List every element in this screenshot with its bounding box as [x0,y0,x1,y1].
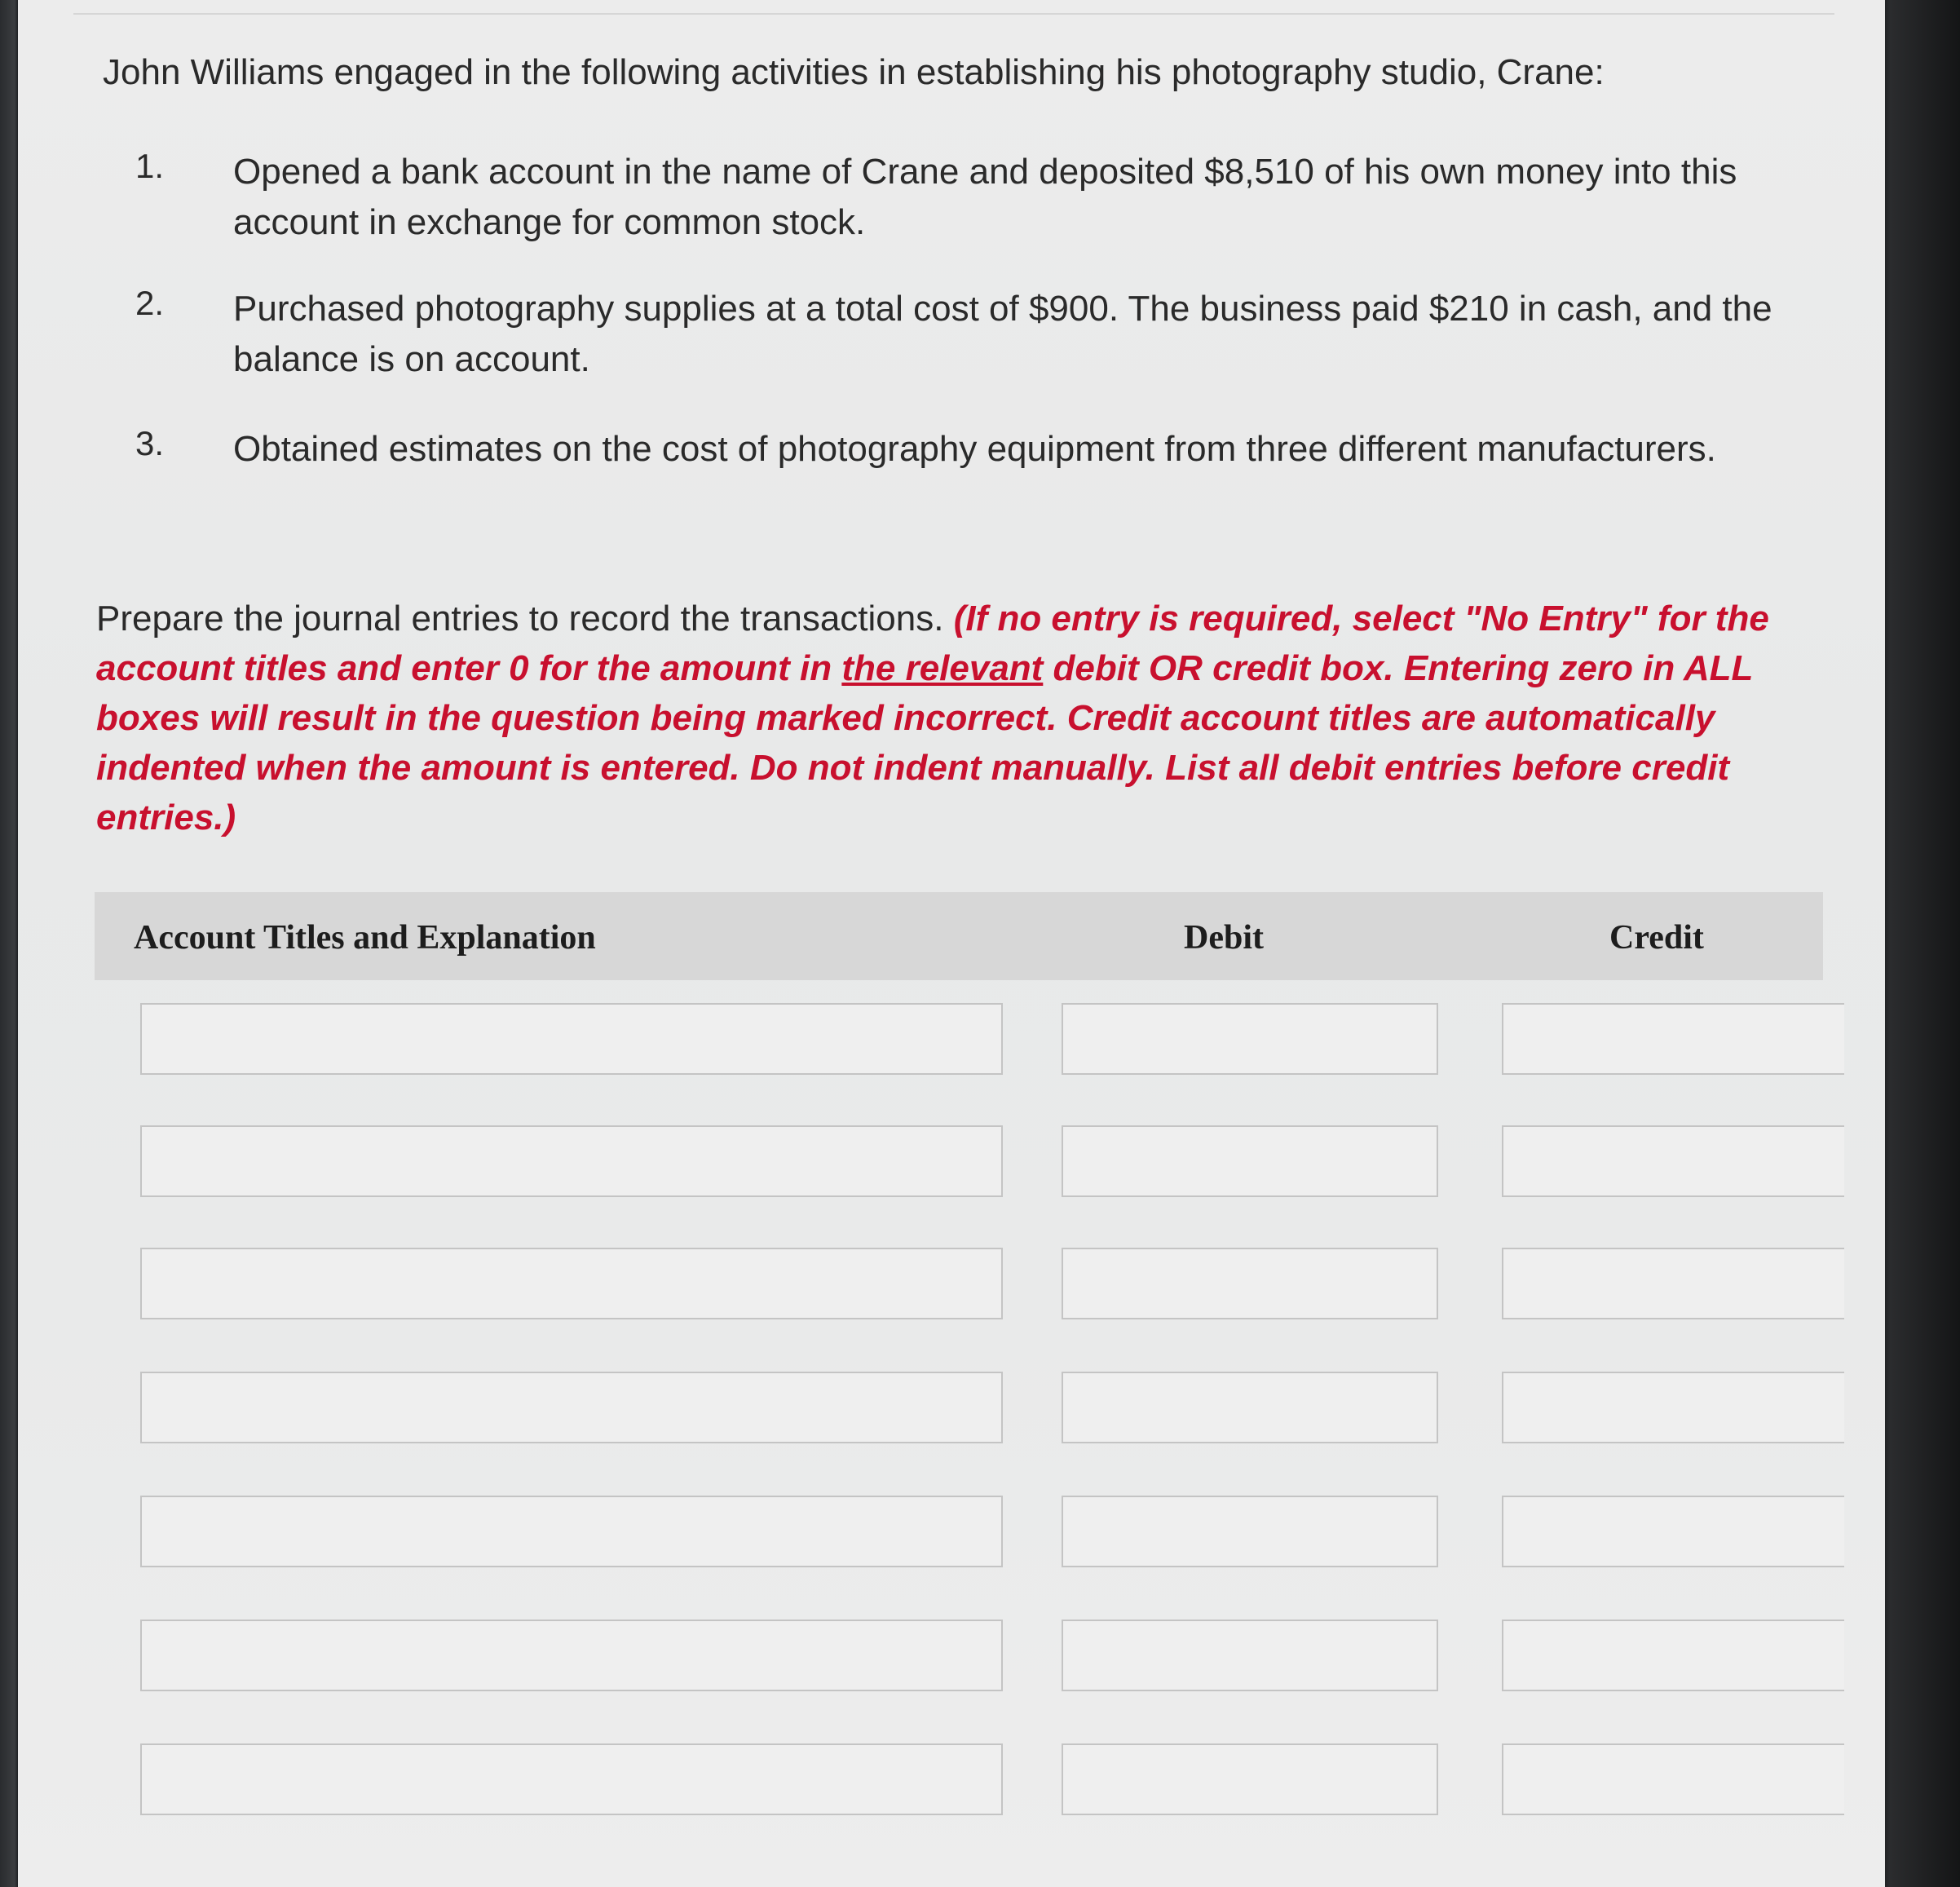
journal-row [18,1743,1960,1825]
account-title-input[interactable] [140,1003,1003,1075]
activity-number: 2. [135,284,165,322]
debit-amount-input[interactable] [1062,1496,1438,1567]
debit-amount-input[interactable] [1062,1743,1438,1815]
account-title-input[interactable] [140,1248,1003,1319]
debit-amount-input[interactable] [1062,1003,1438,1075]
journal-row [18,1620,1960,1701]
account-title-input[interactable] [140,1620,1003,1691]
account-title-input[interactable] [140,1743,1003,1815]
credit-amount-input[interactable] [1502,1125,1844,1197]
activity-text: Obtained estimates on the cost of photography equipment from three different manufacturers. [233,429,1716,469]
activity-number: 3. [135,424,165,462]
instructions [96,594,1800,842]
credit-amount-input[interactable] [1502,1496,1844,1567]
credit-amount-input[interactable] [1502,1620,1844,1691]
credit-amount-input[interactable] [1502,1248,1844,1319]
debit-amount-input[interactable] [1062,1372,1438,1443]
question-page [18,0,1885,1887]
journal-row [18,1248,1960,1329]
instructions-warning-part-1: (If no entry is required, select "No Entry" for the account titles and enter 0 for the amount in [96,599,1769,688]
credit-amount-input[interactable] [1502,1372,1844,1443]
journal-row [18,1125,1960,1207]
debit-amount-input[interactable] [1062,1125,1438,1197]
header-credit: Credit [1609,919,1704,957]
journal-row [18,1372,1960,1453]
account-title-input[interactable] [140,1372,1003,1443]
activity-text: Purchased photography supplies at a total cost of $900. The business paid $210 in cash, and the balance is on account. [233,289,1772,379]
journal-row [18,1003,1960,1085]
journal-row [18,1496,1960,1577]
instructions-lead: Prepare the journal entries to record the transactions. [96,599,954,639]
header-account-titles: Account Titles and Explanation [134,919,596,957]
account-title-input[interactable] [140,1496,1003,1567]
activity-text: Opened a bank account in the name of Crane and deposited $8,510 of his own money into this account in exchange for common stock. [233,152,1737,242]
credit-amount-input[interactable] [1502,1003,1844,1075]
activity-number: 1. [135,147,165,185]
header-debit: Debit [1184,919,1264,957]
problem-intro: John Williams engaged in the following activities in establishing his photography studio, Crane: [103,52,1605,92]
instructions-warning-part-2: debit OR credit box. Entering zero in ALL boxes will result in the question being marked incorrect. Credit account titles are automatically indented when the amount is entered. Do not indent manually. List all debit entries before credit entries.) [96,648,1753,837]
instructions-underlined: the relevant [841,648,1044,688]
debit-amount-input[interactable] [1062,1248,1438,1319]
journal-table-header [95,892,1823,980]
debit-amount-input[interactable] [1062,1620,1438,1691]
account-title-input[interactable] [140,1125,1003,1197]
credit-amount-input[interactable] [1502,1743,1844,1815]
top-divider [73,13,1834,15]
